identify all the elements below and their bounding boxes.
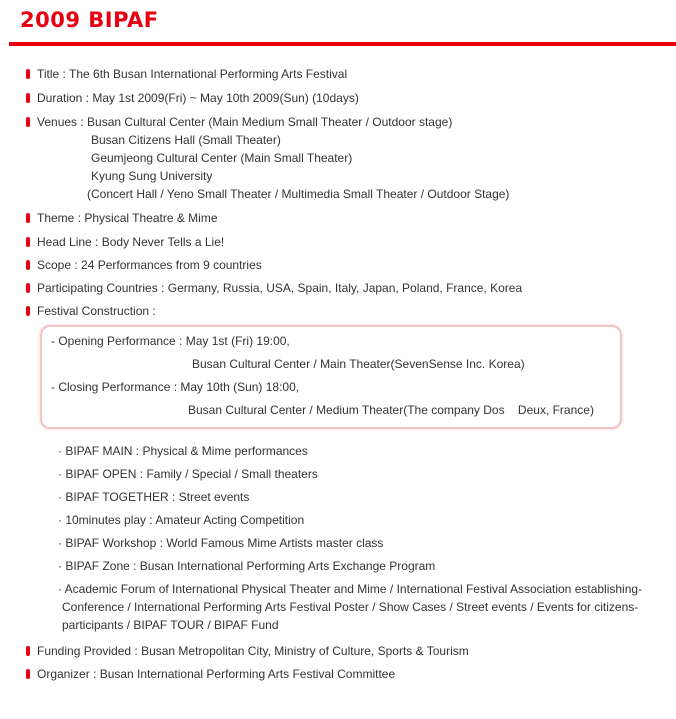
venue-line: (Concert Hall / Yeno Small Theater / Multimedia Small Theater / Outdoor Stage): [87, 187, 510, 201]
title-divider: [9, 42, 676, 46]
bullet-marker: [26, 237, 30, 247]
info-theme: Theme : Physical Theatre & Mime: [37, 211, 218, 225]
closing-venue: Busan Cultural Center / Medium Theater(The company Dos Deux, France): [188, 403, 594, 417]
program-item: · BIPAF Zone : Busan International Performing Arts Exchange Program: [58, 559, 436, 573]
bullet-marker: [26, 283, 30, 293]
bullet-marker: [26, 669, 30, 679]
info-title: Title : The 6th Busan International Performing Arts Festival: [37, 67, 348, 81]
venue-line: Busan Citizens Hall (Small Theater): [91, 133, 281, 147]
bullet-marker: [26, 306, 30, 316]
program-item: · 10minutes play : Amateur Acting Competition: [58, 513, 305, 527]
program-item: · BIPAF MAIN : Physical & Mime performances: [58, 444, 308, 458]
info-venues: Venues : Busan Cultural Center (Main Medium Small Theater / Outdoor stage): [37, 115, 453, 129]
venue-line: Kyung Sung University: [91, 169, 213, 183]
info-headline: Head Line : Body Never Tells a Lie!: [37, 235, 225, 249]
bullet-marker: [26, 69, 30, 79]
program-item: · BIPAF TOGETHER : Street events: [58, 490, 250, 504]
info-organizer: Organizer : Busan International Performing Arts Festival Committee: [37, 667, 396, 681]
program-item: · BIPAF OPEN : Family / Special / Small theaters: [58, 467, 318, 481]
info-funding: Funding Provided : Busan Metropolitan City, Ministry of Culture, Sports & Tourism: [37, 644, 469, 658]
bullet-marker: [26, 213, 30, 223]
venue-line: Geumjeong Cultural Center (Main Small Theater): [91, 151, 353, 165]
info-scope: Scope : 24 Performances from 9 countries: [37, 258, 262, 272]
program-item-continued: participants / BIPAF TOUR / BIPAF Fund: [62, 618, 279, 632]
program-item: · BIPAF Workshop : World Famous Mime Artists master class: [58, 536, 384, 550]
opening-venue: Busan Cultural Center / Main Theater(SevenSense Inc. Korea): [192, 357, 525, 371]
info-duration: Duration : May 1st 2009(Fri) ~ May 10th 2009(Sun) (10days): [37, 91, 359, 105]
bullet-marker: [26, 646, 30, 656]
info-countries: Participating Countries : Germany, Russia, USA, Spain, Italy, Japan, Poland, France, Korea: [37, 281, 523, 295]
program-item-continued: Conference / International Performing Arts Festival Poster / Show Cases / Street events / Events for citizens-: [62, 600, 639, 614]
closing-performance: - Closing Performance : May 10th (Sun) 18:00,: [51, 380, 300, 394]
info-construction: Festival Construction :: [37, 304, 156, 318]
bullet-marker: [26, 260, 30, 270]
opening-performance: - Opening Performance : May 1st (Fri) 19:00,: [51, 334, 290, 348]
program-item: · Academic Forum of International Physical Theater and Mime / International Festival Association establishing-: [58, 582, 643, 596]
bullet-marker: [26, 93, 30, 103]
page-title: 2009 BIPAF: [20, 8, 159, 32]
bullet-marker: [26, 117, 30, 127]
